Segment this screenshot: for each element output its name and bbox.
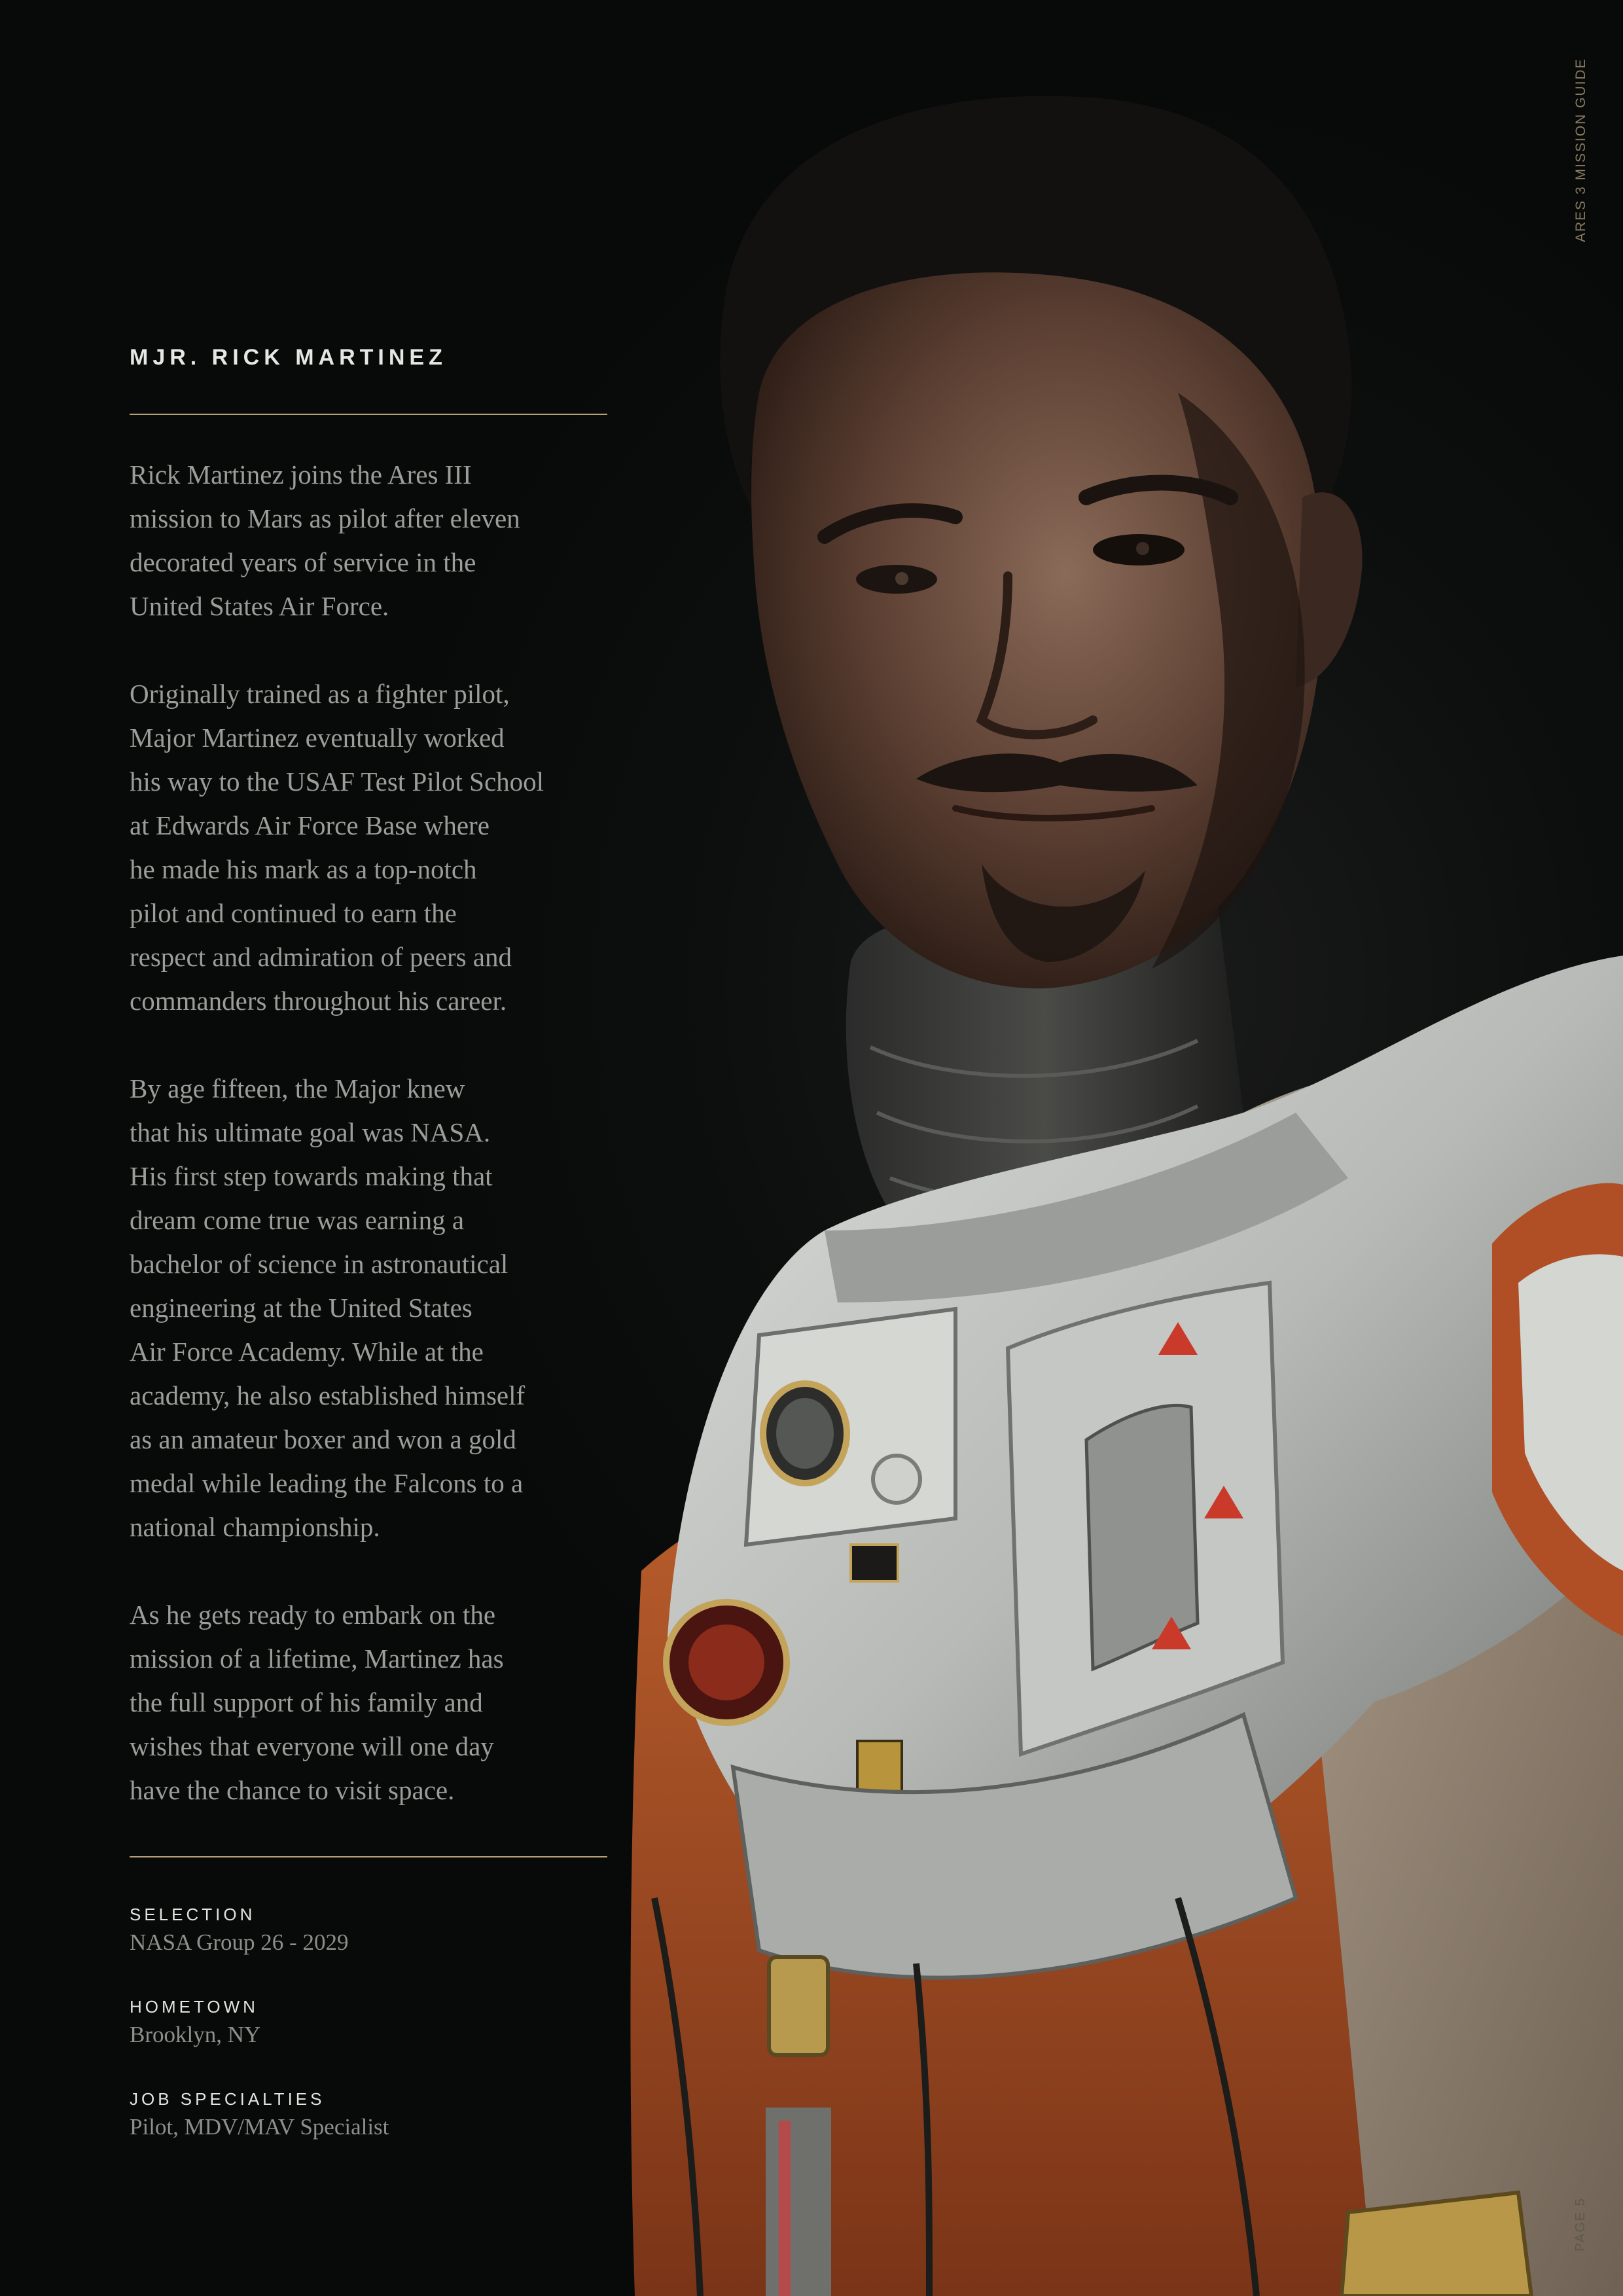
bio-paragraph: Rick Martinez joins the Ares III mission to Mars as pilot after eleven decorated years of service in the United States Air Force.	[130, 459, 520, 621]
fact-label: JOB SPECIALTIES	[130, 2089, 325, 2109]
bottom-divider	[130, 1856, 607, 1857]
bio-paragraph: As he gets ready to embark on the mission of a lifetime, Martinez has the full support of his family and wishes that everyone will one day have the chance to visit space.	[130, 1600, 504, 1805]
fact-label: SELECTION	[130, 1905, 256, 1924]
fact-hometown	[130, 1996, 607, 2052]
bio-paragraph: Originally trained as a fighter pilot, Major Martinez eventually worked his way to the USAF Test Pilot School at Edwards Air Force Base where he made his mark as a top-notch pilot and continued to earn the respect and admiration of peers and commanders throughout his career.	[130, 679, 544, 1016]
top-divider	[130, 414, 607, 415]
page-number: PAGE 5	[1573, 2197, 1588, 2251]
fact-selection	[130, 1903, 607, 1960]
fact-list	[130, 1903, 607, 2144]
profile-column	[130, 340, 607, 2180]
fact-value: NASA Group 26 - 2029	[130, 1929, 349, 1955]
fact-value: Brooklyn, NY	[130, 2022, 261, 2047]
bio-paragraph: By age fifteen, the Major knew that his ultimate goal was NASA. His first step towards making that dream come true was earning a bachelor of science in astronautical engineering at the United States Air Force Academy. While at the academy, he also established himself as an amateur boxer and won a gold medal while leading the Falcons to a national championship.	[130, 1073, 526, 1542]
profile-name: MJR. RICK MARTINEZ	[130, 345, 447, 370]
fact-job-specialties	[130, 2088, 607, 2144]
fact-value: Pilot, MDV/MAV Specialist	[130, 2114, 389, 2140]
fact-label: HOMETOWN	[130, 1997, 259, 2017]
astronaut-portrait	[589, 0, 1623, 2296]
running-header: ARES 3 MISSION GUIDE	[1573, 58, 1588, 242]
biography	[130, 453, 607, 1812]
